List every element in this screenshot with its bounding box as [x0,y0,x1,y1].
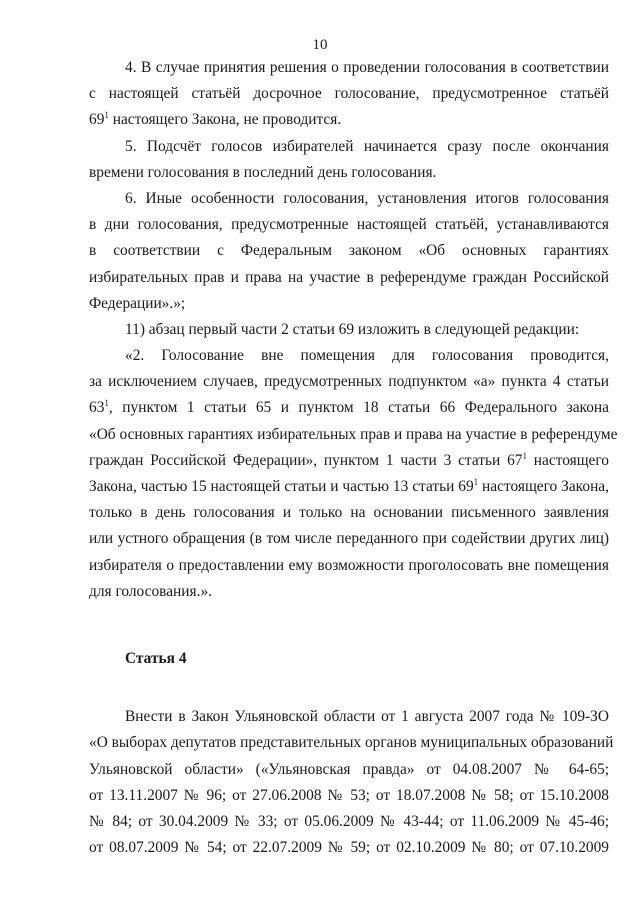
text-line: граждан Российской Федерации», пунктом 1 части 3 статьи $67^1$ настоящего [89,450,610,469]
text-line: в дни голосования, предусмотренные настоящей статьёй, устанавливаются [89,216,609,234]
text-line: избирателя о предоставлении ему возможности проголосовать вне помещения [89,556,609,574]
superscript: 1 [522,450,527,461]
text-line: 4. В случае принятия решения о проведении голосования в соответствии [125,59,609,76]
text-line: № 84; от 30.04.2009 № 33; от 05.06.2009 № 43-44; от 11.06.2009 № 45-46; [89,812,609,830]
superscript: 1 [104,110,109,121]
text-line: избирательных прав и права на участие в референдуме граждан Российской [89,268,609,286]
text-line: Ульяновской области» («Ульяновская правда» от 04.08.2007 № 64-65; [89,760,609,778]
spacer [89,605,609,646]
paragraph-item-5 [89,134,609,186]
spacer [89,672,609,704]
text-line: Закона, частью 15 настоящей статьи и частью 13 статьи $69^1$ настоящего Закона, [89,477,609,495]
text-line: или устного обращения (в том числе переданного при содействии других лиц) [89,530,609,548]
text-line: для голосования.». [89,582,212,600]
text-line: «2. Голосование вне помещения для голосования проводится, [125,347,609,365]
text-line: в соответствии с Федеральным законом «Об основных гарантиях [89,242,609,260]
text-line: Внести в Закон Ульяновской области от 1 августа 2007 года № 109-ЗО [125,708,609,726]
text-line: от 08.07.2009 № 54; от 22.07.2009 № 59; от 02.10.2009 № 80; от 07.10.2009 [89,839,609,857]
article-heading: Статья 4 [125,649,187,667]
text-line: 6. Иные особенности голосования, установления итогов голосования [125,189,609,207]
text-line: от 13.11.2007 № 96; от 27.06.2008 № 53; от 18.07.2008 № 58; от 15.10.2008 [89,786,609,804]
superscript: 1 [104,398,109,409]
document-body [89,55,618,861]
paragraph-quoted-part-2 [89,343,618,605]
text-line: $63^1$, пунктом 1 статьи 65 и пунктом 18 статьи 66 Федерального закона [89,398,609,417]
paragraph-amendment-11 [89,317,609,343]
text-line: с настоящей статьёй досрочное голосование, предусмотренное статьёй [89,85,609,103]
superscript: 1 [473,477,479,487]
text-line: Федерации».»; [89,294,186,312]
text-line: только в день голосования и только на основании письменного заявления [89,504,609,522]
text-line: «О выборах депутатов представительных органов муниципальных образований [89,734,614,752]
text-line: $69^1$ настоящего Закона, не проводится. [89,110,342,129]
text-line: 5. Подсчёт голосов избирателей начинается сразу после окончания [125,137,609,155]
text-line: 11) абзац первый части 2 статьи 69 изложить в следующей редакции: [125,320,580,338]
text-line: за исключением случаев, предусмотренных подпунктом «а» пункта 4 статьи [89,373,609,391]
article-4-paragraph [89,704,614,861]
paragraph-item-4 [89,55,609,134]
page-number: 10 [312,37,328,53]
text-line: «Об основных гарантиях избирательных прав и права на участие в референдуме [89,425,618,443]
text-line: времени голосования в последний день голосования. [89,163,437,181]
paragraph-item-6 [89,186,609,317]
